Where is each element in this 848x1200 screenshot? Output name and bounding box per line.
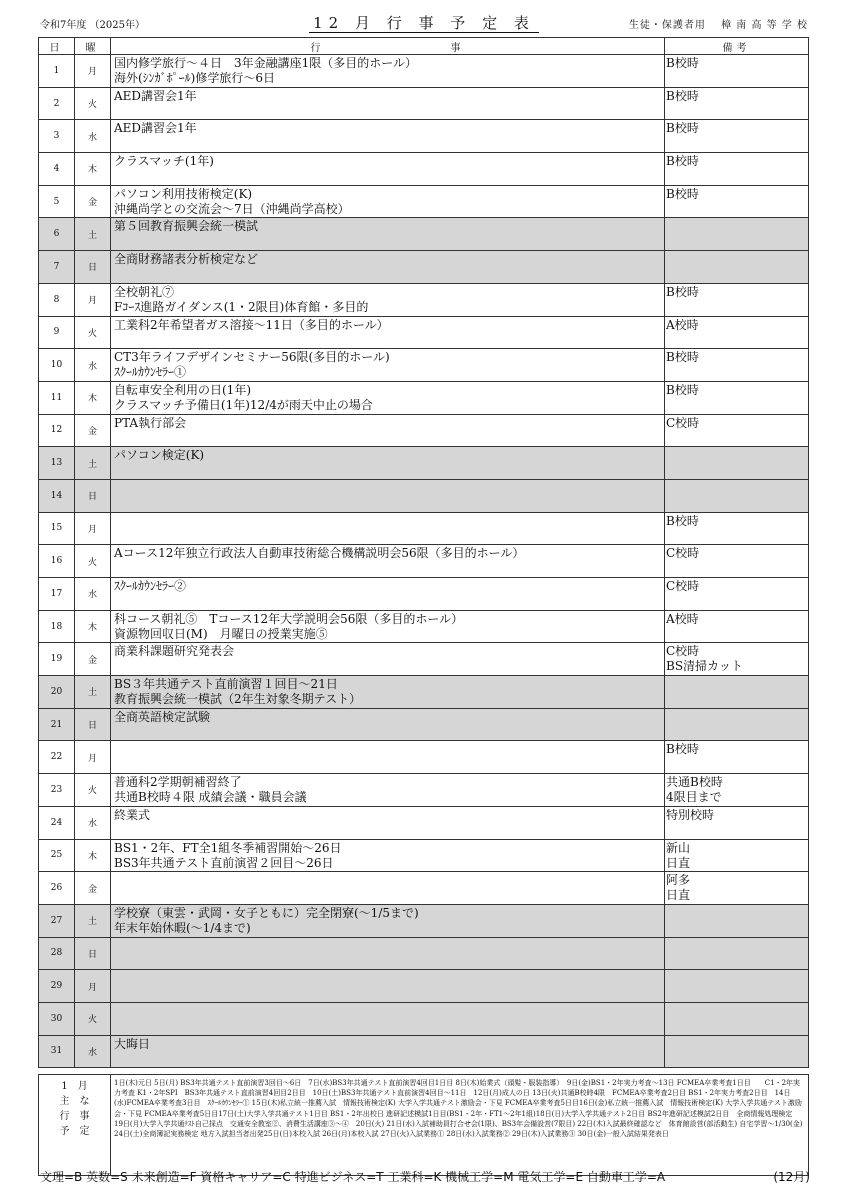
day-of-week: 水 <box>75 578 111 611</box>
day-row <box>39 414 809 447</box>
note-cell <box>665 479 809 512</box>
day-of-week: 月 <box>75 741 111 774</box>
event-line: 終業式 <box>114 807 151 822</box>
event-line: CT3年ライフデザインセミナー56限(多目的ホール) <box>114 350 390 365</box>
note-cell <box>665 316 809 349</box>
note-line: 共通B校時 <box>666 775 723 790</box>
day-number: 29 <box>39 970 75 1003</box>
note-line: B校時 <box>666 513 699 528</box>
note-cell <box>665 87 809 120</box>
day-row <box>39 708 809 741</box>
day-number: 16 <box>39 545 75 578</box>
event-line: PTA執行部会 <box>114 415 187 430</box>
day-row <box>39 1002 809 1035</box>
event-line: パソコン利用技術検定(K) <box>114 186 253 201</box>
day-number: 4 <box>39 153 75 186</box>
day-of-week: 金 <box>75 643 111 676</box>
note-cell <box>665 414 809 447</box>
day-number: 26 <box>39 872 75 905</box>
event-cell <box>111 55 665 88</box>
day-of-week: 金 <box>75 872 111 905</box>
note-cell <box>665 741 809 774</box>
day-number: 30 <box>39 1002 75 1035</box>
event-line: 教育振興会統一模試（2年生対象冬期テスト） <box>114 692 362 707</box>
day-number: 7 <box>39 251 75 284</box>
event-cell <box>111 741 665 774</box>
event-cell <box>111 806 665 839</box>
event-line: 自転車安全利用の日(1年) <box>114 382 251 397</box>
note-cell <box>665 512 809 545</box>
event-cell <box>111 872 665 905</box>
event-cell <box>111 610 665 643</box>
event-line: クラスマッチ(1年) <box>114 154 214 169</box>
day-of-week: 月 <box>75 55 111 88</box>
note-line: 4限目まで <box>666 790 722 805</box>
note-line: A校時 <box>666 611 699 626</box>
day-row <box>39 283 809 316</box>
january-preview <box>38 1074 809 1176</box>
event-cell <box>111 447 665 480</box>
note-line: 阿多 <box>666 873 691 888</box>
note-line: B校時 <box>666 382 699 397</box>
day-row <box>39 741 809 774</box>
day-number: 25 <box>39 839 75 872</box>
event-cell <box>111 218 665 251</box>
event-cell <box>111 1002 665 1035</box>
note-cell <box>665 578 809 611</box>
note-line: 日直 <box>666 855 691 870</box>
event-cell <box>111 283 665 316</box>
day-number: 24 <box>39 806 75 839</box>
day-of-week: 木 <box>75 610 111 643</box>
day-of-week: 火 <box>75 316 111 349</box>
footer-month: (12月) <box>773 1170 810 1184</box>
day-row <box>39 512 809 545</box>
event-cell <box>111 578 665 611</box>
event-line: Aコース12年独立行政法人自動車技術総合機構説明会56限（多目的ホール） <box>114 546 525 561</box>
event-cell <box>111 676 665 709</box>
event-line: BS3年共通テスト直前演習２回目～26日 <box>114 855 334 870</box>
legend-text: 文理=B 英数=S 未来創造=F 資格キャリア=C 特進ビジネス=T 工業科=K 機械工学=M 電気工学=E 自動車工学=A <box>40 1170 666 1184</box>
day-number: 20 <box>39 676 75 709</box>
day-number: 2 <box>39 87 75 120</box>
note-line: B校時 <box>666 284 699 299</box>
note-cell <box>665 218 809 251</box>
note-line: 日直 <box>666 888 691 903</box>
day-of-week: 木 <box>75 839 111 872</box>
day-row <box>39 610 809 643</box>
event-line: ｽｸｰﾙｶｳﾝｾﾗｰ② <box>114 579 187 593</box>
day-of-week: 木 <box>75 381 111 414</box>
event-line: ｽｸｰﾙｶｳﾝｾﾗｰ① <box>114 365 187 380</box>
event-cell <box>111 414 665 447</box>
january-label: 1 月 主 な 行 事 予 定 <box>39 1075 111 1176</box>
day-number: 18 <box>39 610 75 643</box>
day-header: 日 <box>39 38 75 55</box>
day-row <box>39 1035 809 1068</box>
day-number: 12 <box>39 414 75 447</box>
event-line: 全商財務諸表分析検定など <box>114 252 259 267</box>
event-line: 海外(ｼﾝｶﾞﾎﾟｰﾙ)修学旅行～6日 <box>114 71 275 85</box>
day-number: 27 <box>39 904 75 937</box>
day-of-week: 水 <box>75 806 111 839</box>
day-number: 14 <box>39 479 75 512</box>
day-row <box>39 643 809 676</box>
event-cell <box>111 381 665 414</box>
note-cell <box>665 806 809 839</box>
day-number: 10 <box>39 349 75 382</box>
note-cell <box>665 251 809 284</box>
day-number: 8 <box>39 283 75 316</box>
note-cell <box>665 349 809 382</box>
day-of-week: 火 <box>75 1002 111 1035</box>
day-number: 3 <box>39 120 75 153</box>
day-number: 15 <box>39 512 75 545</box>
note-cell <box>665 381 809 414</box>
note-cell <box>665 1002 809 1035</box>
day-row <box>39 970 809 1003</box>
page-title: 12 月 行 事 予 定 表 <box>0 12 848 33</box>
day-of-week: 日 <box>75 708 111 741</box>
day-of-week: 月 <box>75 512 111 545</box>
school-name: 樟 南 高 等 学 校 <box>721 20 808 31</box>
note-cell <box>665 55 809 88</box>
day-of-week: 火 <box>75 545 111 578</box>
day-of-week: 土 <box>75 904 111 937</box>
note-cell <box>665 153 809 186</box>
note-line: 特別校時 <box>666 807 715 822</box>
day-row <box>39 578 809 611</box>
day-number: 31 <box>39 1035 75 1068</box>
day-of-week: 日 <box>75 251 111 284</box>
day-of-week: 日 <box>75 937 111 970</box>
day-row <box>39 55 809 88</box>
event-line: 全商英語検定試験 <box>114 709 211 724</box>
event-line: 第５回教育振興会統一模試 <box>114 219 259 234</box>
event-line: 商業科課題研究発表会 <box>114 644 235 659</box>
note-line: B校時 <box>666 742 699 757</box>
day-of-week: 火 <box>75 774 111 807</box>
event-line: 工業科2年希望者ガス溶接～11日（多目的ホール） <box>114 317 389 332</box>
event-line: 大晦日 <box>114 1036 151 1051</box>
event-line: 国内修学旅行～４日 3年金融講座1限（多目的ホール） <box>114 56 418 70</box>
day-number: 9 <box>39 316 75 349</box>
event-line: 資源物回収日(M) 月曜日の授業実施⑤ <box>114 626 328 641</box>
day-number: 21 <box>39 708 75 741</box>
day-row <box>39 251 809 284</box>
fiscal-year: 令和7年度 （2025年） <box>40 20 145 31</box>
day-number: 11 <box>39 381 75 414</box>
note-line: 新山 <box>666 840 691 855</box>
note-cell <box>665 1035 809 1068</box>
event-cell <box>111 316 665 349</box>
note-cell <box>665 545 809 578</box>
note-line: C校時 <box>666 579 700 593</box>
day-row <box>39 872 809 905</box>
day-row <box>39 545 809 578</box>
schedule-body <box>39 55 809 1068</box>
day-of-week: 水 <box>75 1035 111 1068</box>
event-cell <box>111 937 665 970</box>
day-row <box>39 839 809 872</box>
event-line: BS1・2年、FT全1組冬季補習開始～26日 <box>114 840 342 855</box>
day-row <box>39 806 809 839</box>
event-line: AED講習会1年 <box>114 88 197 103</box>
note-line: B校時 <box>666 56 699 70</box>
day-number: 17 <box>39 578 75 611</box>
event-cell <box>111 349 665 382</box>
day-row <box>39 937 809 970</box>
event-line: 沖縄尚学との交流会～7日（沖縄尚学高校） <box>114 201 350 216</box>
event-cell <box>111 251 665 284</box>
day-of-week: 月 <box>75 970 111 1003</box>
note-line: B校時 <box>666 121 699 136</box>
note-cell <box>665 774 809 807</box>
event-cell <box>111 708 665 741</box>
event-cell <box>111 774 665 807</box>
day-row <box>39 316 809 349</box>
schedule-table <box>38 37 809 1068</box>
audience: 生徒・保護者用 <box>628 20 706 31</box>
note-cell <box>665 676 809 709</box>
event-line: 全校朝礼⑦ <box>114 284 175 299</box>
event-cell <box>111 87 665 120</box>
event-cell <box>111 120 665 153</box>
day-of-week: 月 <box>75 283 111 316</box>
day-row <box>39 676 809 709</box>
event-cell <box>111 153 665 186</box>
event-cell <box>111 545 665 578</box>
event-cell <box>111 1035 665 1068</box>
audience-school <box>629 16 808 31</box>
day-number: 23 <box>39 774 75 807</box>
day-number: 19 <box>39 643 75 676</box>
event-line: AED講習会1年 <box>114 121 197 136</box>
event-line: Fｺｰｽ進路ガイダンス(1・2限目)体育館・多目的 <box>114 299 369 314</box>
day-of-week: 土 <box>75 676 111 709</box>
event-cell <box>111 839 665 872</box>
dow-header: 曜 <box>75 38 111 55</box>
day-row <box>39 447 809 480</box>
event-line: 科コース朝礼⑤ Tコース12年大学説明会56限（多目的ホール） <box>114 611 464 626</box>
day-number: 13 <box>39 447 75 480</box>
day-of-week: 金 <box>75 414 111 447</box>
day-number: 28 <box>39 937 75 970</box>
note-line: C校時 <box>666 546 700 561</box>
day-row <box>39 479 809 512</box>
event-header: 行 事 <box>111 38 665 55</box>
event-line: 年末年始休暇(～1/4まで) <box>114 920 251 935</box>
day-of-week: 日 <box>75 479 111 512</box>
note-line: C校時 <box>666 415 700 430</box>
schedule-header-row <box>39 38 809 55</box>
page-header <box>0 12 848 34</box>
day-number: 5 <box>39 185 75 218</box>
note-line: B校時 <box>666 350 699 365</box>
event-cell <box>111 643 665 676</box>
day-row <box>39 218 809 251</box>
note-cell <box>665 120 809 153</box>
event-cell <box>111 479 665 512</box>
event-cell <box>111 904 665 937</box>
day-row <box>39 381 809 414</box>
note-cell <box>665 708 809 741</box>
day-of-week: 木 <box>75 153 111 186</box>
event-line: クラスマッチ予備日(1年)12/4が雨天中止の場合 <box>114 397 373 412</box>
event-cell <box>111 512 665 545</box>
note-cell <box>665 643 809 676</box>
note-cell <box>665 904 809 937</box>
note-header: 備考 <box>665 38 809 55</box>
day-of-week: 水 <box>75 120 111 153</box>
note-line: A校時 <box>666 317 699 332</box>
note-line: B校時 <box>666 186 699 201</box>
day-row <box>39 349 809 382</box>
january-events-text: 1日(木)元日 5日(月) BS3年共通テスト直前演習3回目～6日 7日(水)BS3年共通テスト直前演習4回目1日目 8日(木)始業式（頭髪・服装指導） 9日(金)BS1・2年実力考査～13日 FCMEA卒業考査1日目 C1・2年実力考査 K1・2年SPI BS3年共通テスト直前演習4回目2日目 10日(土)BS3年共通テスト直前演習4回目～11日 12日(月)成人の日 13日(火)共通B校時4限 FCMEA卒業考査2日目 BS1・2年実力考査2日目 14日(水)FCMEA卒業考査3日目 ｽｸｰﾙｶｳﾝｾﾗｰ① 15日(木)私立統一推薦入試 情報技術検定(K) 大学入学共通テスト激励会・下見 FCMEA卒業考査5日目16日(金)私立統一推薦入試 情報技術検定(K) 大学入学共通テスト激励会・下見 FCMEA卒業考査5日目17日(土)大学入学共通テスト1日目 BS1・2年出校日 進研記述模試1日目(BS1・2年・FT1～2年1組)18日(日)大学入学共通テスト2日目 BS2年進研記述模試2日目 全商情報処理検定 19日(月)大学入学共通ﾃｽﾄ自己採点 交通安全教室②、消費生活講座③～④ 20日(火) 21日(水)入試補助員打合せ会(1限)、BS3年会備設営(7限目) 22日(木)入試最終確認など 体育館設営(部活動生) 自宅学習～1/30(金) 24日(土)全商簿記実務検定 地方入試担当者出発25日(日)本校入試 26日(月)本校入試 27日(火)入試業務① 28日(水)入試業務② 29日(木)入試業務③ 30日(金)一般入試結果発表日 <box>111 1075 809 1176</box>
day-row <box>39 185 809 218</box>
event-line: 普通科2学期朝補習終了 <box>114 775 242 790</box>
event-line: BS３年共通テスト直前演習１回目～21日 <box>114 677 338 692</box>
note-cell <box>665 839 809 872</box>
note-cell <box>665 610 809 643</box>
note-cell <box>665 872 809 905</box>
note-cell <box>665 447 809 480</box>
event-line: 学校寮（東雲・武岡・女子ともに）完全閉寮(～1/5まで) <box>114 905 419 920</box>
day-of-week: 土 <box>75 218 111 251</box>
note-cell <box>665 185 809 218</box>
course-legend <box>40 1168 810 1185</box>
day-of-week: 土 <box>75 447 111 480</box>
note-cell <box>665 283 809 316</box>
day-of-week: 金 <box>75 185 111 218</box>
day-number: 22 <box>39 741 75 774</box>
day-row <box>39 153 809 186</box>
day-number: 6 <box>39 218 75 251</box>
day-row <box>39 904 809 937</box>
event-cell <box>111 970 665 1003</box>
day-of-week: 水 <box>75 349 111 382</box>
event-line: 共通B校時４限 成績会議・職員会議 <box>114 790 307 805</box>
day-number: 1 <box>39 55 75 88</box>
day-row <box>39 120 809 153</box>
note-line: C校時 <box>666 644 700 659</box>
note-cell <box>665 970 809 1003</box>
note-cell <box>665 937 809 970</box>
day-row <box>39 87 809 120</box>
day-row <box>39 774 809 807</box>
note-line: B校時 <box>666 154 699 169</box>
event-cell <box>111 185 665 218</box>
event-line: パソコン検定(K) <box>114 448 205 463</box>
note-line: BS清掃カット <box>666 659 743 674</box>
note-line: B校時 <box>666 88 699 103</box>
day-of-week: 火 <box>75 87 111 120</box>
